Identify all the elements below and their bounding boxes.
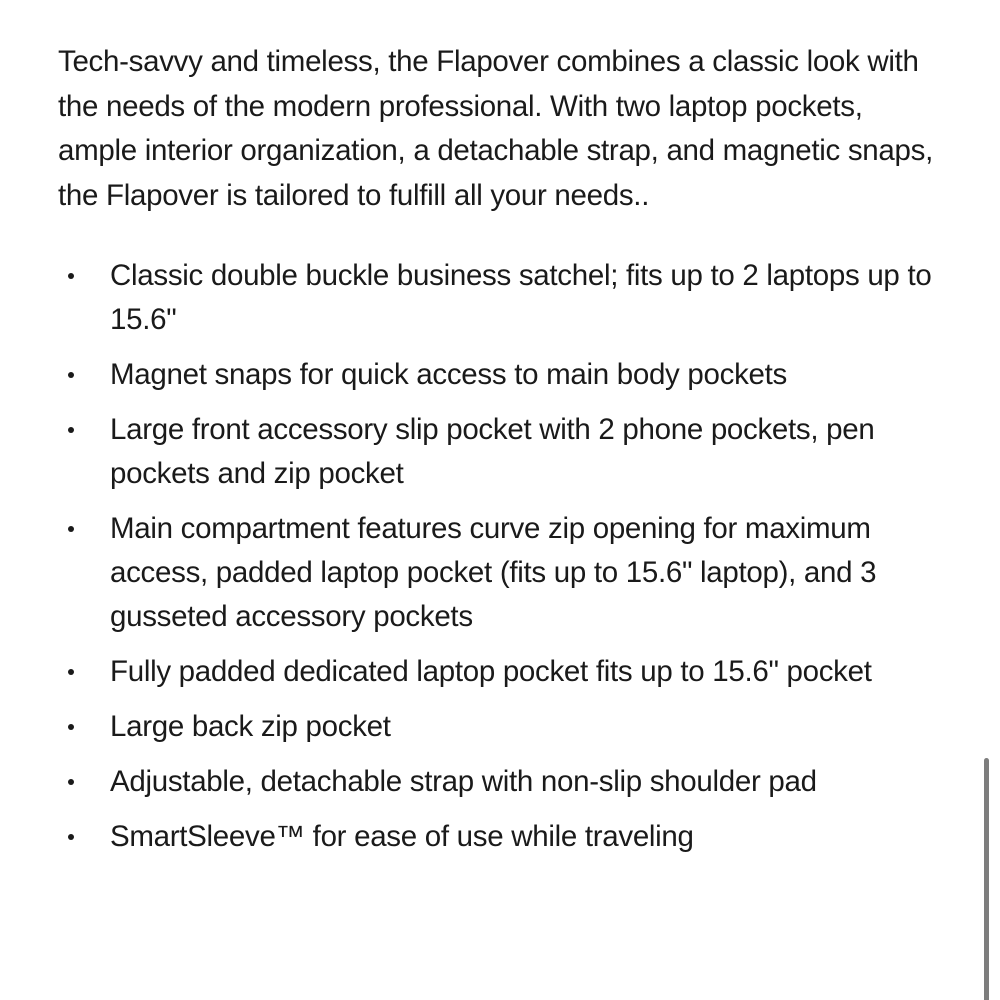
feature-text: SmartSleeve™ for ease of use while traveling [110, 820, 694, 853]
feature-text: Magnet snaps for quick access to main body pockets [110, 358, 787, 391]
bullet-icon [68, 669, 74, 675]
bullet-icon [68, 779, 74, 785]
feature-list [58, 254, 938, 859]
feature-item [58, 760, 938, 804]
feature-item [58, 507, 938, 639]
feature-text: Main compartment features curve zip opening for maximum access, padded laptop pocket (fits up to 15.6" laptop), and 3 gusseted accessory pockets [110, 512, 877, 633]
feature-text: Large front accessory slip pocket with 2 phone pockets, pen pockets and zip pocket [110, 413, 875, 490]
scrollbar-thumb[interactable] [984, 758, 989, 1000]
bullet-icon [68, 372, 74, 378]
feature-item [58, 815, 938, 859]
vertical-scrollbar[interactable] [984, 758, 990, 1000]
feature-text: Fully padded dedicated laptop pocket fits up to 15.6" pocket [110, 655, 872, 688]
bullet-icon [68, 724, 74, 730]
feature-item [58, 254, 938, 342]
feature-text: Adjustable, detachable strap with non-slip shoulder pad [110, 765, 817, 798]
feature-text: Classic double buckle business satchel; fits up to 2 laptops up to 15.6" [110, 259, 932, 336]
feature-item [58, 408, 938, 496]
intro-paragraph: Tech-savvy and timeless, the Flapover combines a classic look with the needs of the modern professional. With two laptop pockets, ample interior organization, a detachable strap, and magnetic snaps, the Flapover is tailored to fulfill all your needs.. [58, 45, 933, 212]
feature-item [58, 705, 938, 749]
feature-text: Large back zip pocket [110, 710, 391, 743]
bullet-icon [68, 427, 74, 433]
bullet-icon [68, 273, 74, 279]
feature-item [58, 650, 938, 694]
product-description [58, 40, 938, 870]
bullet-icon [68, 526, 74, 532]
feature-item [58, 353, 938, 397]
bullet-icon [68, 834, 74, 840]
